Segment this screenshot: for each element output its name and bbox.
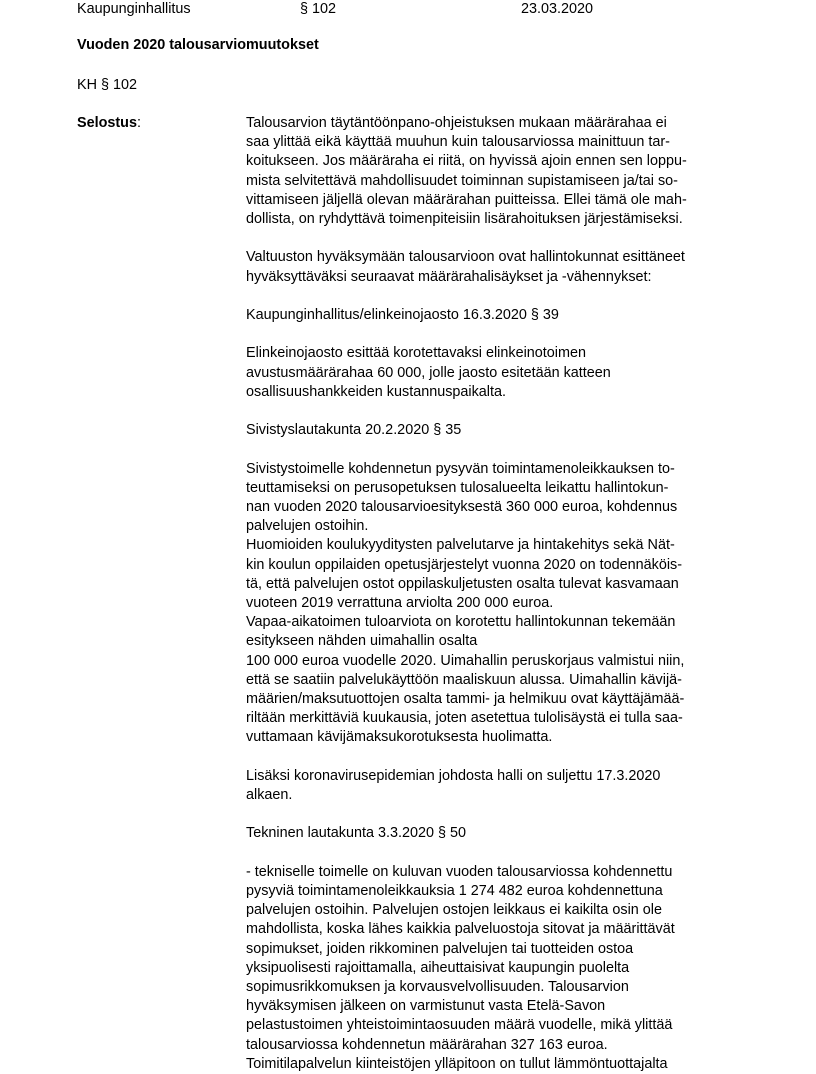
- paragraph-spacer: [246, 325, 746, 344]
- body-line: mahdollista, koska lähes kaikkia palveluostoja sitovat ja määrittävät: [246, 921, 675, 938]
- body-line: - tekniselle toimelle on kuluvan vuoden talousarviossa kohdennettu: [246, 863, 673, 880]
- body-line: Sivistyslautakunta 20.2.2020 § 35: [246, 422, 462, 439]
- body-line: nan vuoden 2020 talousarvioesityksestä 360 000 euroa, kohdennus: [246, 498, 678, 515]
- paragraph-spacer: [246, 287, 746, 306]
- body-line: hyväksyttäväksi seuraavat määrärahalisäykset ja -vähennykset:: [246, 268, 652, 285]
- body-line: kin koulun oppilaiden opetusjärjestelyt vuonna 2020 on todennäköis-: [246, 556, 683, 573]
- body-paragraph: [246, 767, 746, 805]
- body-line: että se saatiin palvelukäyttöön maaliskuun alussa. Uimahallin kävijä-: [246, 671, 682, 688]
- paragraph-spacer: [246, 805, 746, 824]
- selostus-label-text: Selostus: [77, 115, 137, 131]
- header-body-name: Kaupunginhallitus: [77, 1, 191, 17]
- body-line: vuttamaan kävijämaksukorotuksesta huolimatta.: [246, 729, 553, 746]
- selostus-label: [77, 114, 141, 133]
- body-paragraph: [246, 421, 746, 440]
- body-line: mista selvitettävä mahdollisuudet toiminnan supistamiseen ja/tai so-: [246, 172, 678, 189]
- body-paragraph: [246, 306, 746, 325]
- body-line: avustusmäärärahaa 60 000, jolle jaosto esitetään katteen: [246, 364, 611, 381]
- paragraph-spacer: [246, 844, 746, 863]
- body-line: Toimitilapalvelun kiinteistöjen ylläpitoon on tullut lämmöntuottajalta: [246, 1055, 668, 1072]
- body-line: yksipuolisesti rajoittamalla, aiheuttaisivat kaupungin puolelta: [246, 959, 630, 976]
- body-line: palvelujen ostoihin. Palvelujen ostojen leikkaus ei kaikilta osin ole: [246, 902, 662, 919]
- body-line: Tekninen lautakunta 3.3.2020 § 50: [246, 825, 467, 842]
- paragraph-spacer: [246, 229, 746, 248]
- body-paragraph: [246, 248, 746, 286]
- body-line: Lisäksi koronavirusepidemian johdosta halli on suljettu 17.3.2020: [246, 767, 661, 784]
- body-line: riltään merkittäviä kuukausia, joten asetettua tulolisäystä ei tulla saa-: [246, 710, 683, 727]
- paragraph-spacer: [246, 440, 746, 459]
- paragraph-spacer: [246, 402, 746, 421]
- body-line: saa ylittää eikä käyttää muuhun kuin talousarviossa mainittuun tar-: [246, 134, 670, 151]
- body-paragraph: [246, 863, 746, 1074]
- body-line: palvelujen ostoihin.: [246, 518, 369, 535]
- body-line: Elinkeinojaosto esittää korotettavaksi elinkeinotoimen: [246, 345, 586, 362]
- body-line: vittamiseen jäljellä olevan määrärahan puitteissa. Ellei tämä ole mah-: [246, 191, 687, 208]
- selostus-body: [246, 114, 746, 1074]
- body-line: alkaen.: [246, 787, 293, 804]
- body-line: talousarviossa kohdennetun määrärahan 327 163 euroa.: [246, 1036, 608, 1053]
- body-line: Vapaa-aikatoimen tuloarviota on korotettu hallintokunnan tekemään: [246, 614, 676, 631]
- body-line: sopimusrikkomuksen ja korvausvelvollisuuden. Talousarvion: [246, 979, 629, 996]
- body-paragraph: [246, 460, 746, 748]
- body-line: Talousarvion täytäntöönpano-ohjeistuksen mukaan määrärahaa ei: [246, 115, 667, 131]
- body-line: pelastustoimen yhteistoimintaosuuden määrä vuodelle, mikä ylittää: [246, 1017, 673, 1034]
- document-title: Vuoden 2020 talousarviomuutokset: [77, 37, 319, 53]
- body-line: määrien/maksutuottojen osalta tammi- ja helmikuu ovat käyttäjämää-: [246, 691, 685, 708]
- body-line: Valtuuston hyväksymään talousarvioon ovat hallintokunnat esittäneet: [246, 249, 685, 266]
- selostus-label-colon: :: [136, 115, 141, 131]
- body-line: teuttamiseksi on perusopetuksen tulosalueelta leikattu hallintokun-: [246, 479, 669, 496]
- body-line: sopimukset, joiden rikkominen palvelujen tai tuotteiden ostoa: [246, 940, 634, 957]
- body-line: osallisuushankkeiden kustannuspaikalta.: [246, 383, 507, 400]
- body-line: koitukseen. Jos määräraha ei riitä, on hyvissä ajoin ennen sen loppu-: [246, 153, 687, 170]
- body-paragraph: [246, 344, 746, 402]
- kh-reference: KH § 102: [77, 77, 138, 93]
- header-section-number: § 102: [300, 1, 337, 17]
- body-line: Sivistystoimelle kohdennetun pysyvän toimintamenoleikkauksen to-: [246, 460, 675, 477]
- body-line: esitykseen nähden uimahallin osalta: [246, 633, 478, 650]
- body-line: dollista, on ryhdyttävä toimenpiteisiin lisärahoituksen järjestämiseksi.: [246, 211, 683, 228]
- body-line: Kaupunginhallitus/elinkeinojaosto 16.3.2020 § 39: [246, 307, 559, 323]
- body-line: tä, että palvelujen ostot oppilaskuljetusten osalta tulevat kasvamaan: [246, 575, 679, 592]
- body-line: pysyviä toimintamenoleikkauksia 1 274 482 euroa kohdennettuna: [246, 883, 663, 899]
- body-line: Huomioiden koulukyyditysten palvelutarve ja hintakehitys sekä Nät-: [246, 537, 675, 554]
- body-line: hyväksymisen jälkeen on varmistunut vasta Etelä-Savon: [246, 998, 606, 1015]
- paragraph-spacer: [246, 748, 746, 767]
- body-line: 100 000 euroa vuodelle 2020. Uimahallin peruskorjaus valmistui niin,: [246, 652, 685, 669]
- body-paragraph: [246, 824, 746, 843]
- body-paragraph: [246, 114, 746, 229]
- header-date: 23.03.2020: [521, 1, 594, 17]
- body-line: vuoteen 2019 verrattuna arviolta 200 000 euroa.: [246, 595, 554, 611]
